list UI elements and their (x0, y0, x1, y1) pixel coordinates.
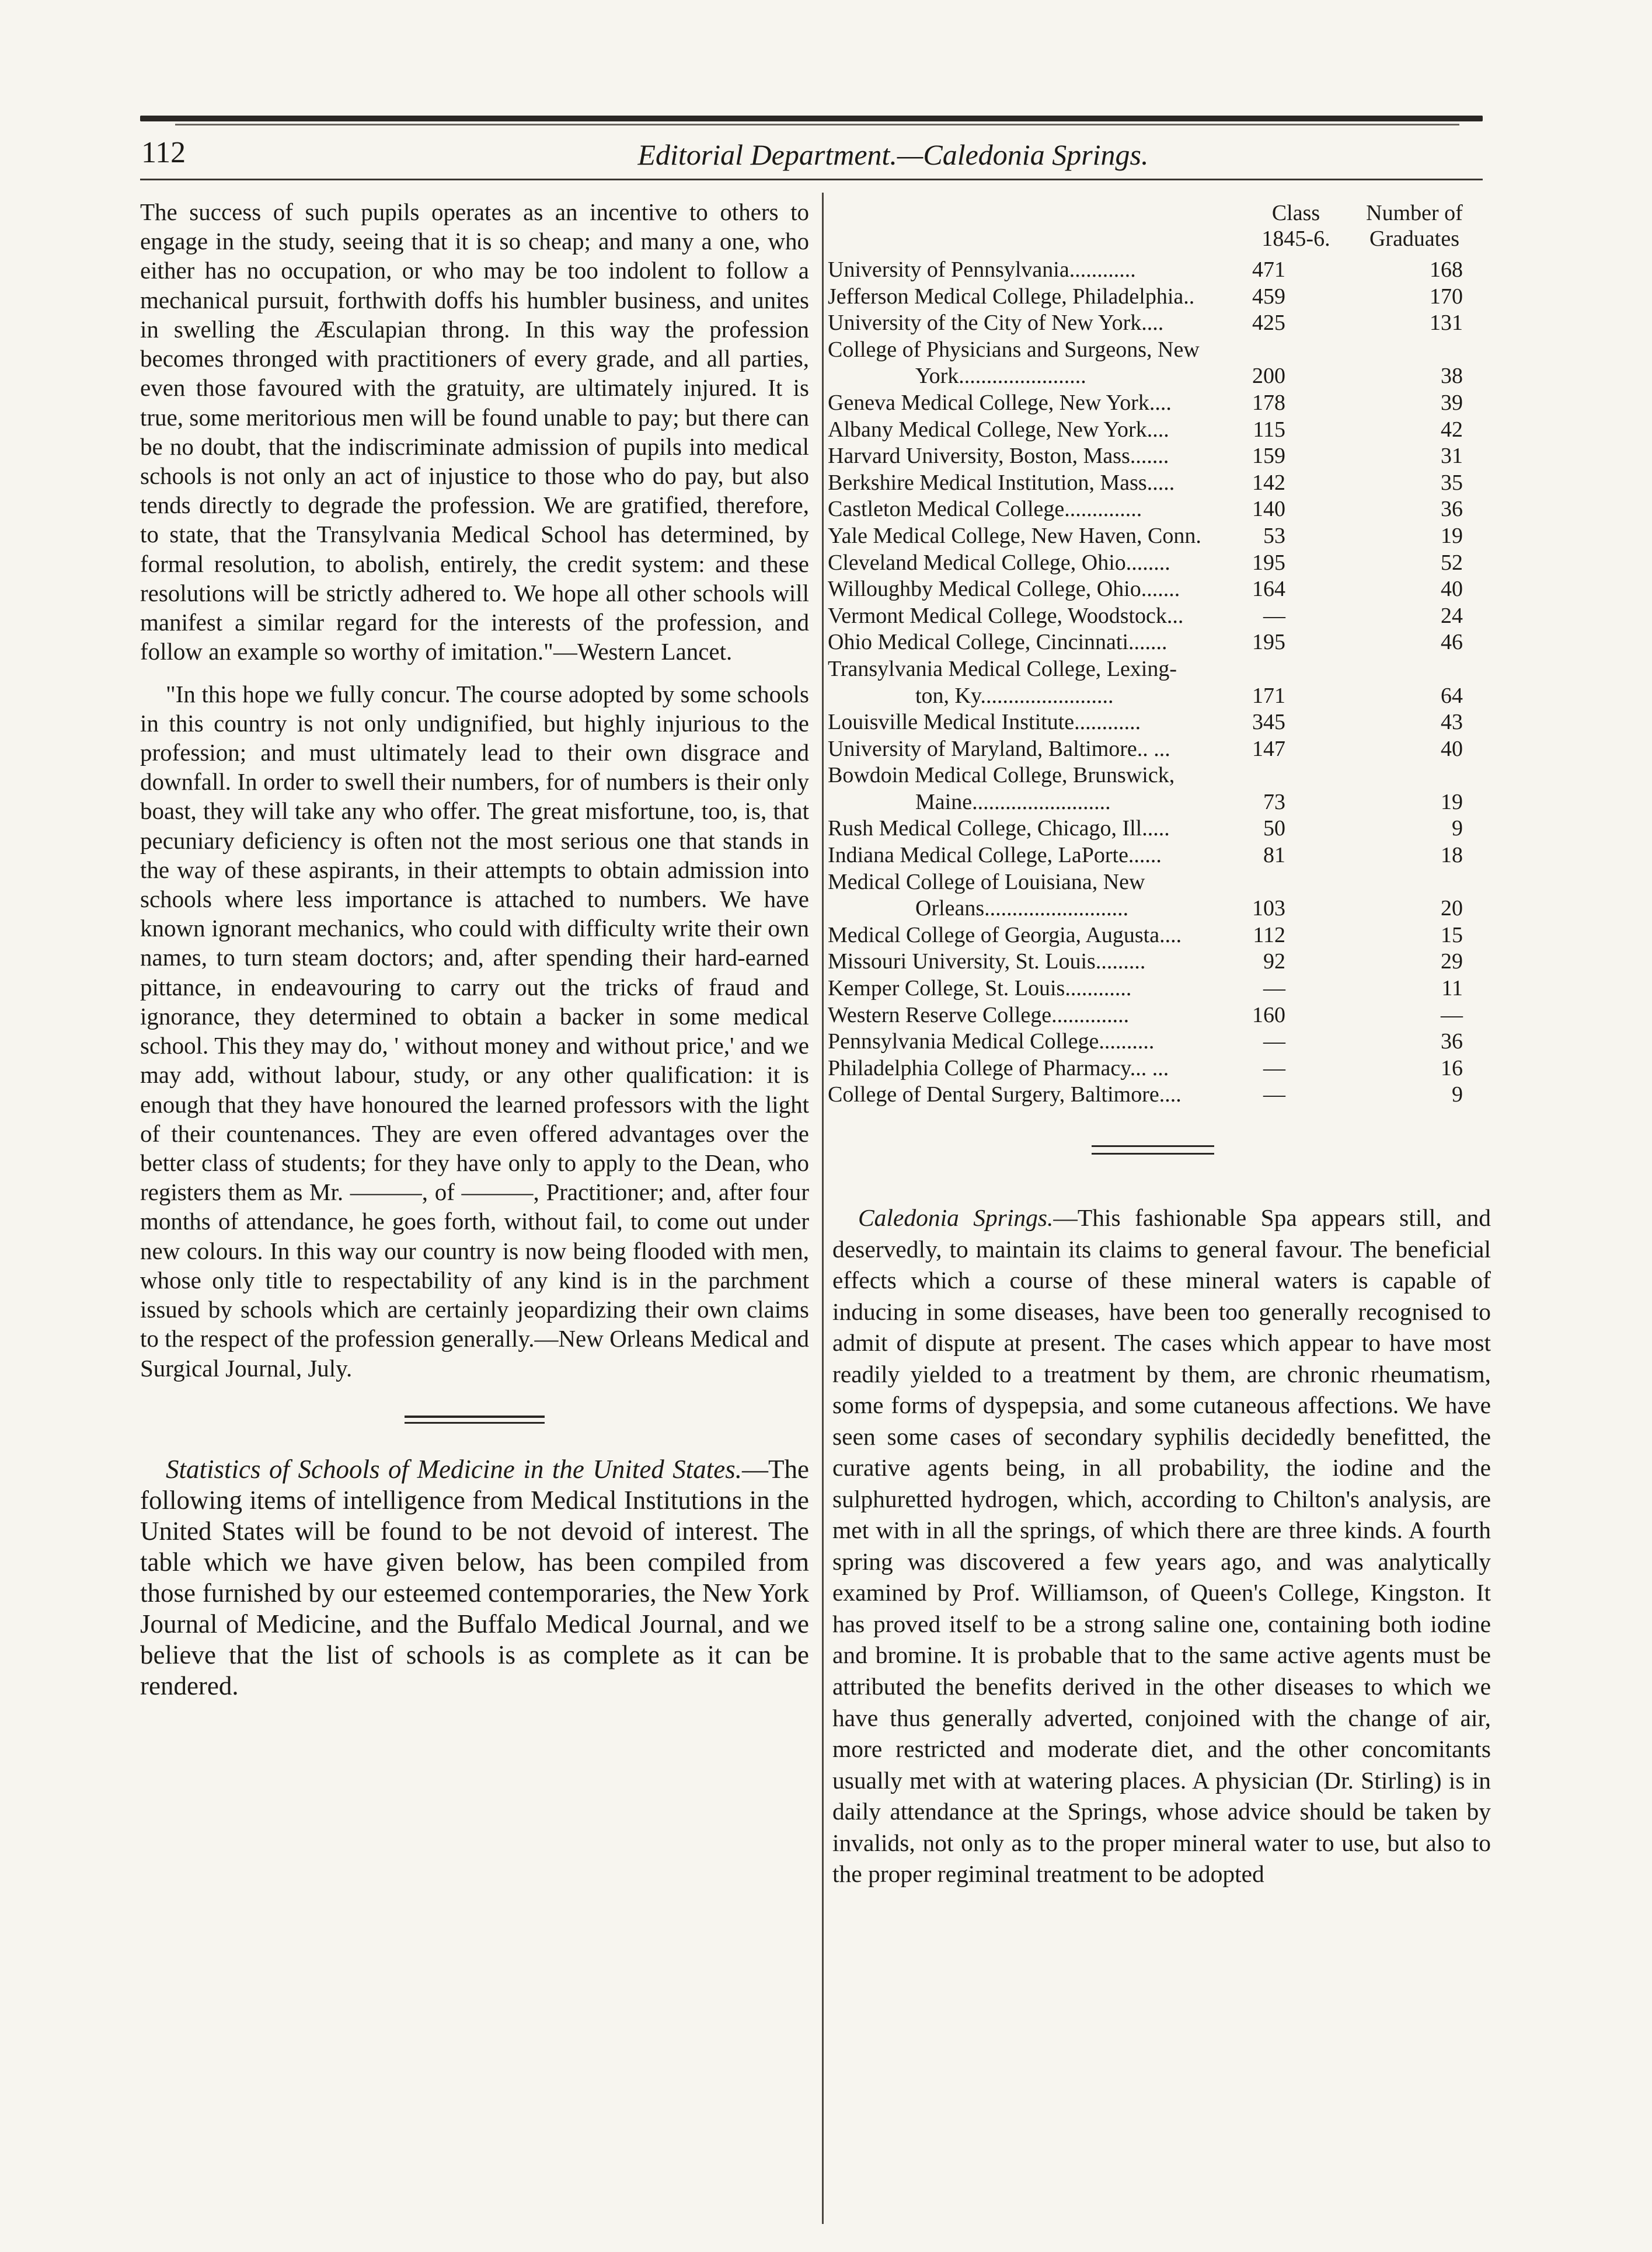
graduates-count: 11 (1441, 976, 1463, 1001)
table-row (828, 603, 1498, 630)
table-end-divider (1092, 1145, 1214, 1155)
class-count: 178 (1252, 390, 1285, 415)
graduates-count: 9 (1452, 816, 1463, 841)
class-count: 200 (1252, 364, 1285, 389)
table-row (828, 523, 1498, 550)
school-name: University of Pennsylvania............ (828, 257, 1136, 282)
graduates-count: 40 (1441, 736, 1463, 761)
graduates-count: 18 (1441, 843, 1463, 868)
table-row (828, 1002, 1498, 1029)
school-name: Medical College of Georgia, Augusta.... (828, 922, 1182, 947)
class-count: 195 (1252, 550, 1285, 575)
school-name: Castleton Medical College.............. (828, 497, 1142, 522)
table-row (828, 284, 1498, 311)
class-count: 147 (1252, 736, 1285, 761)
school-name: Rush Medical College, Chicago, Ill..... (828, 816, 1170, 841)
table-row (828, 390, 1498, 417)
class-count: — (1263, 976, 1285, 1001)
left-column (140, 197, 809, 1702)
graduates-count: — (1441, 1002, 1463, 1027)
caledonia-text: —This fashionable Spa appears still, and deservedly, to maintain its claims to general favour. The beneficial effects which a course of these mineral waters is capable of inducing in some diseases, have been too generally recognised to admit of dispute at present. The cases which appear to have most readily yielded to a treatment by them, are chronic rheumatism, some forms of dyspepsia, and some cutaneous affections. We have seen some cases of secondary syphilis decidedly benefitted, the curative agents being, in all probability, the iodine and the sulphuretted hydrogen, which, according to Chilton's analysis, are met with in all the springs, of which there are three kinds. A fourth spring was discovered a few years ago, and was analytically examined by Prof. Williamson, of Queen's College, Kingston. It has proved itself to be a strong saline one, containing both iodine and bromine. It is probable that to the same active agents must be attributed the benefits derived in the other diseases to which we have thus generally adverted, conjoined with the change of air, more restricted and moderate diet, and the other concomitants usually met with at watering places. A physician (Dr. Stirling) is in daily attendance at the Springs, whose advice should be taken by invalids, not only as to the proper mineral water to use, but also to the proper regiminal treatment to be adopted (832, 1204, 1491, 1888)
table-row (828, 629, 1498, 656)
section-divider (405, 1416, 545, 1424)
class-count: 140 (1252, 497, 1285, 522)
column-divider (822, 193, 824, 2224)
graduates-count: 16 (1441, 1055, 1463, 1080)
school-name: Willoughby Medical College, Ohio....... (828, 577, 1180, 602)
graduates-count: 24 (1441, 603, 1463, 628)
graduates-count: 39 (1441, 390, 1463, 415)
table-row (828, 922, 1498, 949)
graduates-count: 46 (1441, 630, 1463, 655)
table-row (828, 550, 1498, 577)
school-name-continued: Maine......................... (915, 789, 1111, 814)
table-row (828, 736, 1498, 763)
class-count: 471 (1252, 257, 1285, 282)
caledonia-paragraph (832, 1202, 1491, 1890)
caledonia-heading: Caledonia Springs. (858, 1204, 1054, 1231)
table-row (828, 1055, 1498, 1082)
school-name: Jefferson Medical College, Philadelphia.. (828, 284, 1195, 309)
header-rule (140, 179, 1483, 180)
class-count: 112 (1253, 922, 1285, 947)
statistics-text: —The following items of intelligence from Medical Institutions in the United States will be found to be not devoid of interest. The table which we have given below, has been compiled from those furnished by our esteemed contemporaries, the New York Journal of Medicine, and the Buffalo Medical Journal, and we believe that the list of schools is as complete as it can be rendered. (140, 1454, 809, 1701)
class-count: 73 (1263, 789, 1285, 814)
school-name: Geneva Medical College, New York.... (828, 390, 1172, 415)
table-row (828, 576, 1498, 603)
class-count: 103 (1252, 896, 1285, 921)
school-name: Vermont Medical College, Woodstock... (828, 603, 1184, 628)
school-name: Indiana Medical College, LaPorte...... (828, 843, 1162, 868)
school-name-continued: Orleans.......................... (915, 896, 1129, 921)
school-name: University of the City of New York.... (828, 311, 1164, 336)
school-name: Kemper College, St. Louis............ (828, 976, 1132, 1001)
class-count: 160 (1252, 1002, 1285, 1027)
table-body (828, 257, 1498, 1108)
graduates-count: 131 (1430, 311, 1463, 336)
table-row (828, 842, 1498, 869)
graduates-count: 19 (1441, 523, 1463, 548)
table-row (828, 1029, 1498, 1055)
graduates-count: 36 (1441, 1029, 1463, 1054)
graduates-count: 64 (1441, 683, 1463, 708)
table-row (828, 310, 1498, 337)
class-count: 50 (1263, 816, 1285, 841)
table-row (828, 496, 1498, 523)
paragraph-continued: The success of such pupils operates as an incentive to others to engage in the study, seeing that it is so cheap; and many a one, who either has no occupation, or who may be too indolent to follow a mechanical pursuit, forthwith doffs his humbler business, and unites in swelling the Æsculapian throng. In this way the profession becomes thronged with practitioners of every grade, and all parties, even those favoured with the gratuity, are ultimately injured. It is true, some meritorious men will be found unable to pay; but there can be no doubt, that the indiscriminate admission of pupils into medical schools is not only an act of injustice to those who do pay, but also tends directly to degrade the profession. We are gratified, therefore, to state, that the Transylvania Medical School has determined, by formal resolution, to abolish, entirely, the credit system: and these resolutions will be strictly adhered to. We hope all other schools will manifest a similar regard for the interests of the profession, and follow an example so worthy of imitation."—Western Lancet. (140, 198, 809, 665)
class-count: — (1263, 1082, 1285, 1107)
class-count: 53 (1263, 523, 1285, 548)
graduates-count: 38 (1441, 364, 1463, 389)
class-count: 195 (1252, 630, 1285, 655)
table-row (828, 443, 1498, 470)
table-row (828, 975, 1498, 1002)
class-count: — (1263, 1029, 1285, 1054)
school-name: College of Dental Surgery, Baltimore.... (828, 1082, 1182, 1107)
class-column-header: Class 1845-6. (1261, 201, 1330, 251)
table-header (828, 201, 1498, 257)
table-row (828, 417, 1498, 444)
class-count: 81 (1263, 843, 1285, 868)
school-name: Yale Medical College, New Haven, Conn. (828, 523, 1201, 548)
graduates-count: 40 (1441, 577, 1463, 602)
caledonia-section (832, 1202, 1491, 1890)
graduates-column-header: Number of Graduates (1366, 201, 1463, 251)
school-name: Louisville Medical Institute............ (828, 710, 1141, 735)
running-head: Editorial Department.—Caledonia Springs. (637, 138, 1149, 171)
class-count: 425 (1252, 311, 1285, 336)
school-name: Western Reserve College.............. (828, 1002, 1130, 1027)
table-row (828, 1082, 1498, 1108)
statistics-heading: Statistics of Schools of Medicine in the United States. (166, 1454, 743, 1484)
class-count: 459 (1252, 284, 1285, 309)
class-count: 164 (1252, 577, 1285, 602)
school-name: Harvard University, Boston, Mass....... (828, 444, 1169, 469)
table-row (828, 949, 1498, 975)
statistics-paragraph (140, 1454, 809, 1702)
graduates-count: 19 (1441, 789, 1463, 814)
graduates-count: 36 (1441, 497, 1463, 522)
school-name: Cleveland Medical College, Ohio........ (828, 550, 1170, 575)
table-row (828, 257, 1498, 284)
school-name: Philadelphia College of Pharmacy... ... (828, 1055, 1169, 1080)
graduates-count: 35 (1441, 470, 1463, 495)
table-row (828, 709, 1498, 736)
school-name-continued: York....................... (915, 364, 1086, 389)
schools-table (828, 201, 1498, 1108)
school-name: Bowdoin Medical College, Brunswick, (828, 763, 1175, 788)
school-name: Ohio Medical College, Cincinnati....... (828, 630, 1167, 655)
graduates-count: 42 (1441, 417, 1463, 442)
class-count: 159 (1252, 444, 1285, 469)
graduates-count: 170 (1430, 284, 1463, 309)
graduates-count: 15 (1441, 922, 1463, 947)
school-name: College of Physicians and Surgeons, New (828, 337, 1200, 362)
school-name: University of Maryland, Baltimore.. ... (828, 736, 1170, 761)
school-name: Missouri University, St. Louis......... (828, 949, 1146, 974)
class-count: 345 (1252, 710, 1285, 735)
school-name: Albany Medical College, New York.... (828, 417, 1169, 442)
page-number: 112 (141, 136, 186, 169)
graduates-count: 52 (1441, 550, 1463, 575)
graduates-count: 168 (1430, 257, 1463, 282)
graduates-count: 31 (1441, 444, 1463, 469)
school-name: Pennsylvania Medical College.......... (828, 1029, 1155, 1054)
school-name: Transylvania Medical College, Lexing- (828, 656, 1177, 681)
table-row (828, 762, 1498, 815)
class-count: 171 (1252, 683, 1285, 708)
school-name-continued: ton, Ky........................ (915, 683, 1114, 708)
table-row (828, 656, 1498, 709)
table-row (828, 337, 1498, 390)
table-row (828, 815, 1498, 842)
class-count: 92 (1263, 949, 1285, 974)
table-row (828, 869, 1498, 922)
school-name: Berkshire Medical Institution, Mass..... (828, 470, 1175, 495)
paragraph-quote: "In this hope we fully concur. The course adopted by some schools in this country is not only undignified, but highly injurious to the profession; and must ultimately lead to their own disgrace and downfall. In order to swell their numbers, for of numbers is their only boast, they will take any who offer. The great misfortune, too, is, that pecuniary deficiency is often not the most serious one that stands in the way of these aspirants, in their attempts to obtain admission into schools where less importance is attached to numbers. We have known ignorant mechanics, who could with difficulty write their own names, to turn steam doctors; and, after spending their hard-earned pittance, in endeavouring to carry out the tricks of fraud and ignorance, they determined to obtain a backer in some medical school. This they may do, ' without money and without price,' and we may add, without labour, study, or any other qualification: it is enough that they have honoured the learned professors with the light of their countenances. They are even offered advantages over the better class of students; for they have only to apply to the Dean, who registers them as Mr. ———, of ———, Practitioner; and, after four months of attendance, he goes forth, without fail, to come out under new colours. In this way our country is now being flooded with men, whose only title to respectability of any kind is in the parchment issued by schools which are certainly jeopardizing their own claims to the respect of the profession generally.—New Orleans Medical and Surgical Journal, July. (140, 680, 809, 1382)
graduates-count: 29 (1441, 949, 1463, 974)
class-count: — (1263, 603, 1285, 628)
graduates-count: 20 (1441, 896, 1463, 921)
table-row (828, 470, 1498, 497)
class-count: 115 (1253, 417, 1285, 442)
top-rule-thin (175, 124, 1459, 126)
graduates-count: 9 (1452, 1082, 1463, 1107)
top-rule (140, 116, 1483, 121)
class-count: 142 (1252, 470, 1285, 495)
class-count: — (1263, 1055, 1285, 1080)
school-name: Medical College of Louisiana, New (828, 869, 1145, 894)
graduates-count: 43 (1441, 710, 1463, 735)
